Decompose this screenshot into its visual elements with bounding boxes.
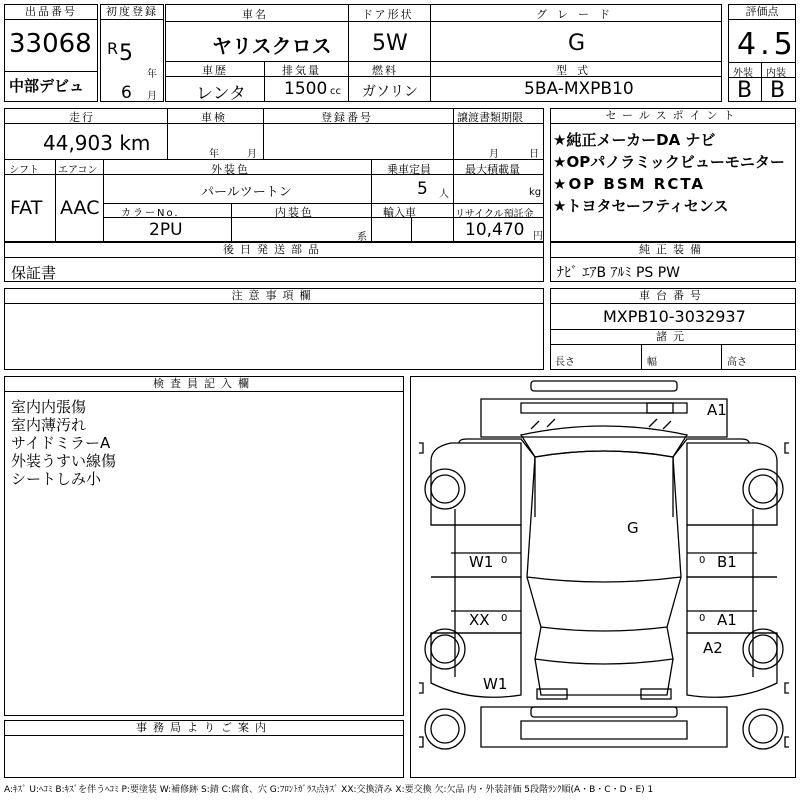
mark-left-rear-door: XX: [469, 611, 490, 629]
ac: AAC: [60, 197, 100, 219]
mileage-label: 走行: [69, 111, 95, 124]
sales-item: ★純正メーカーDA ナビ: [553, 131, 716, 149]
equip-value: ﾅﾋﾞ ｴｱB ｱﾙﾐ PS PW: [557, 265, 681, 281]
caution-label: 注意事項欄: [5, 289, 543, 304]
sales-item: ★トヨタセーフティセンス: [553, 197, 729, 215]
inspector-note: 室内内張傷: [11, 398, 87, 416]
color-no-label: カラーNo.: [121, 208, 180, 219]
inspector-note: 外装うすい線傷: [11, 452, 117, 470]
standard-equipment: [550, 242, 796, 282]
car-outline-drawing: [411, 377, 795, 777]
transfer-day: 日: [529, 149, 539, 160]
recycle-unit: 円: [533, 231, 543, 242]
model-row: [165, 4, 722, 62]
capacity-unit: 人: [439, 189, 449, 200]
displacement: 1500: [284, 79, 328, 99]
int-color-label: 内装色: [275, 206, 314, 219]
vehicle-details: [4, 108, 544, 242]
mileage: 44,903 km: [43, 131, 151, 155]
lot-number-label: 出品番号: [5, 5, 97, 20]
model-code-label: 型式: [556, 64, 598, 77]
mark-right-front-door: B1: [717, 553, 737, 571]
ac-label: エアコン: [58, 165, 98, 176]
interior-label: 内装: [766, 68, 786, 79]
inspection-month: 月: [247, 149, 257, 160]
capacity-label: 乗車定員: [387, 163, 431, 176]
color-no: 2PU: [149, 220, 183, 240]
exterior-grade: B: [737, 78, 753, 103]
inspector-note: シートしみ小: [11, 470, 102, 488]
door-label: ドア形状: [362, 8, 414, 21]
first-reg-label: 初度登録: [101, 5, 163, 20]
year-unit: 年: [147, 69, 157, 80]
transfer-label: 譲渡書類期限: [457, 111, 523, 124]
later-parts: [4, 242, 544, 282]
shift: FAT: [10, 197, 43, 219]
month-unit: 月: [147, 91, 157, 102]
model-name: ヤリスクロス: [212, 34, 332, 58]
first-reg-cell: [100, 4, 164, 102]
zero-mark: 0: [699, 555, 706, 566]
fuel: ガソリン: [362, 84, 418, 100]
transfer-month: 月: [489, 149, 499, 160]
shift-label: シフト: [9, 165, 39, 176]
import-label: 輸入車: [383, 206, 416, 219]
model-name-label: 車名: [242, 8, 268, 21]
legend: A:ｷｽﾞ U:ﾍｺﾐ B:ｷｽﾞを伴うﾍｺﾐ P:要塗装 W:補修跡 S:錆 C:腐食、穴 G:ﾌﾛﾝﾄｶﾞﾗｽ点ｷｽﾞ XX:交換済み X:要交換 欠:欠品 内・外装評価 5段階ﾗﾝｸ順(A・B・C・D・E) 1: [4, 785, 654, 795]
later-value: 保証書: [11, 264, 57, 282]
color: パールツートン: [201, 185, 292, 200]
fuel-label: 燃料: [372, 64, 398, 77]
sales-item: ★OPパノラミックビューモニター: [553, 153, 785, 171]
sales-points: [550, 108, 796, 242]
recycle-label: リサイクル預託金: [455, 209, 534, 220]
office-notice: [4, 720, 404, 778]
chassis-section: [550, 288, 796, 370]
recycle-amount: 10,470: [465, 220, 525, 240]
inspector-label: 検査員記入欄: [5, 377, 403, 392]
model-code: 5BA-MXPB10: [524, 79, 634, 99]
history-label: 車歴: [202, 64, 228, 77]
lot-number: 33068: [9, 29, 92, 59]
score: 4.5: [737, 27, 797, 62]
era: R: [107, 39, 119, 58]
score-label: 評価点: [729, 5, 795, 20]
lot-number-cell: [4, 4, 98, 102]
inspection-label: 車検: [201, 111, 227, 124]
color-label: 外装色: [211, 163, 250, 176]
chassis-label: 車台番号: [551, 289, 795, 304]
equip-label: 純正装備: [551, 243, 795, 258]
capacity: 5: [417, 179, 428, 199]
later-label: 後日発送部品: [5, 243, 543, 258]
mark-roof: G: [627, 519, 639, 537]
car-diagram: [410, 376, 796, 778]
chassis-number: MXPB10-3032937: [603, 307, 746, 326]
load-unit: kg: [529, 187, 542, 198]
mark-right-rear-door: A1: [717, 611, 737, 629]
interior-grade: B: [770, 78, 786, 103]
mark-front: A1: [707, 401, 727, 419]
caution-section: [4, 288, 544, 370]
displacement-label: 排気量: [282, 64, 321, 77]
spec-length: 長さ: [555, 357, 575, 368]
mark-left-rear-fender: W1: [483, 675, 508, 693]
inspector-notes: [4, 376, 404, 716]
sales-item: ★OP BSM RCTA: [553, 175, 706, 193]
office-label: 事務局よりご案内: [5, 721, 403, 736]
spec-height: 高さ: [727, 357, 747, 368]
reg-year: 5: [119, 41, 133, 66]
cc-unit: cc: [330, 86, 341, 97]
debut-label: 中部デビュ: [9, 77, 85, 95]
inspection-year: 年: [209, 149, 219, 160]
spec-row: [165, 61, 722, 102]
spec-width: 幅: [647, 357, 657, 368]
mark-right-rear-fender: A2: [703, 639, 723, 657]
inspector-note: サイドミラーA: [11, 434, 111, 452]
reg-month: 6: [121, 83, 132, 103]
specs-label: 諸元: [551, 330, 795, 345]
history: レンタ: [196, 84, 246, 104]
exterior-label: 外装: [733, 68, 753, 79]
mark-left-front-door: W1: [469, 553, 494, 571]
zero-mark: 0: [501, 555, 508, 566]
reg-no-label: 登録番号: [321, 111, 373, 124]
door: 5W: [372, 31, 408, 56]
zero-mark: 0: [501, 613, 508, 624]
sales-label: セールスポイント: [551, 109, 795, 124]
int-color-unit: 系: [357, 232, 367, 243]
inspector-note: 室内薄汚れ: [11, 416, 87, 434]
grade-label: グレード: [536, 8, 620, 21]
zero-mark: 0: [699, 613, 706, 624]
grade: G: [568, 31, 586, 56]
score-cell: [728, 4, 796, 102]
load-label: 最大積載量: [465, 163, 520, 176]
